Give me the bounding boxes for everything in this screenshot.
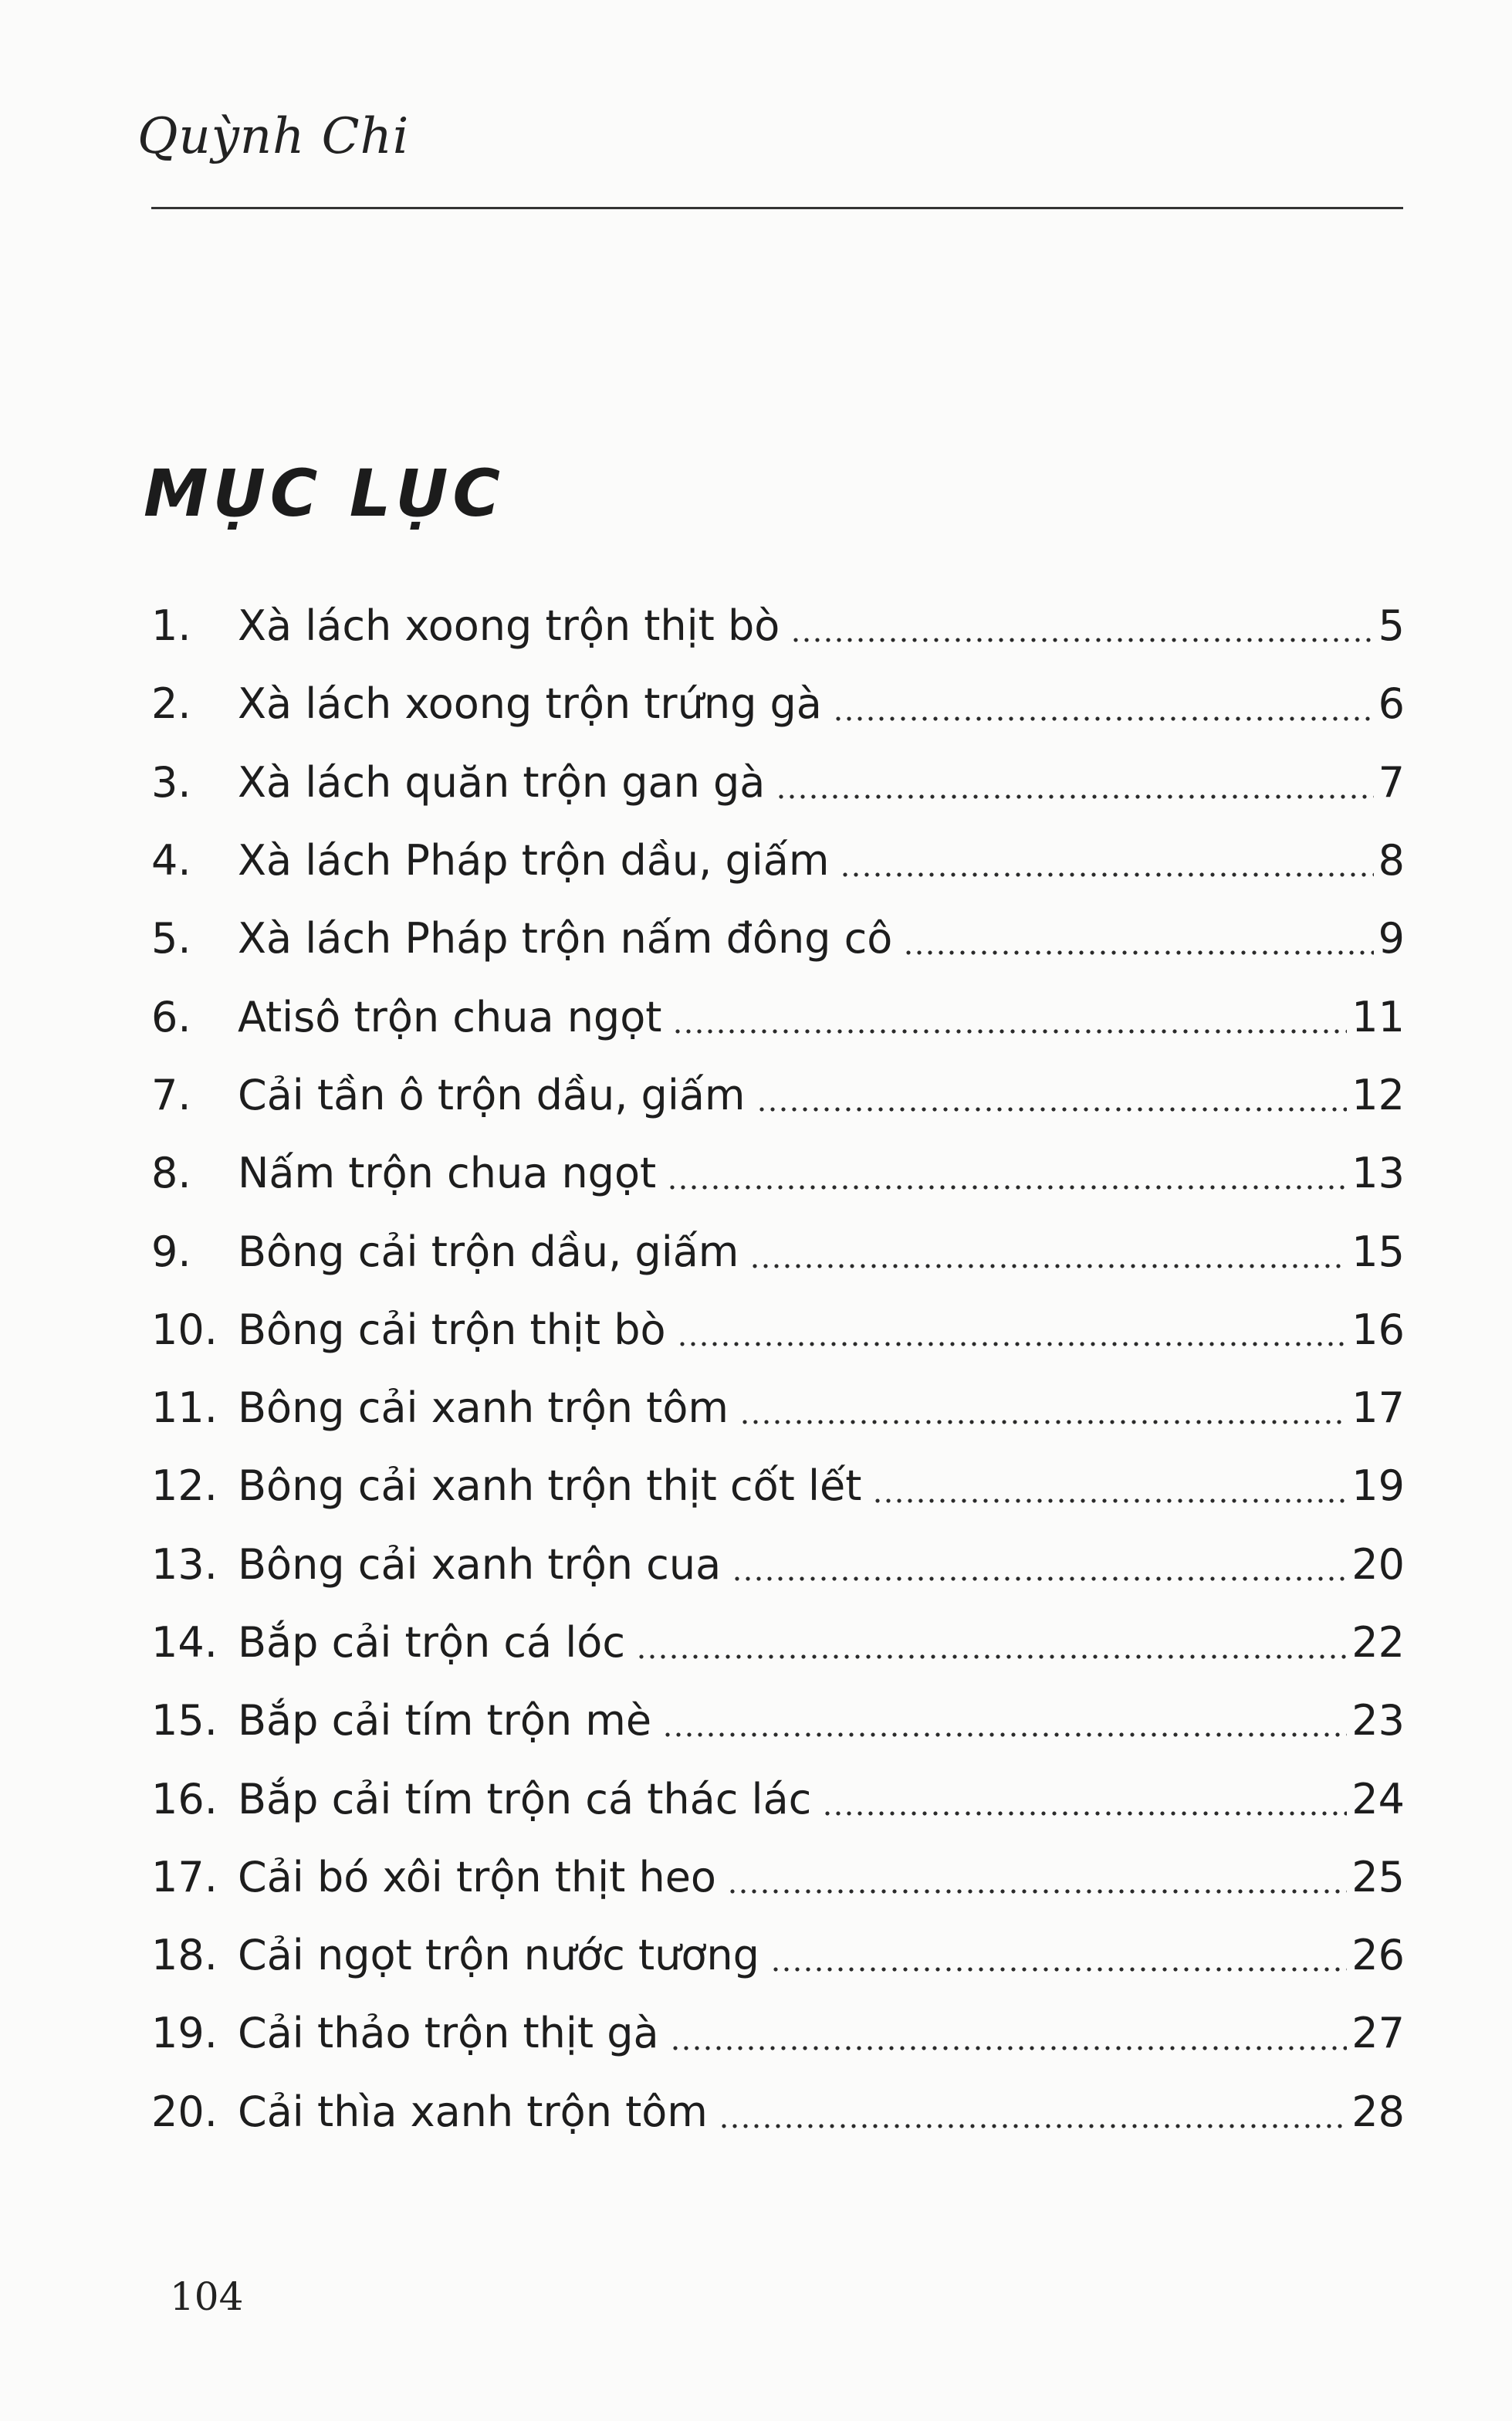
toc-dot-leader — [667, 1184, 1347, 1190]
toc-dot-leader — [756, 1106, 1348, 1112]
toc-entry-number: 20. — [151, 2087, 218, 2136]
page-number: 104 — [170, 2274, 244, 2319]
toc-entry-number: 3. — [151, 757, 191, 807]
running-header-author: Quỳnh Chi — [137, 108, 410, 165]
toc-dot-leader — [672, 1028, 1347, 1034]
toc-entry-title: Atisô trộn chua ngọt — [238, 992, 662, 1041]
toc-entry — [151, 899, 1405, 977]
toc-dot-leader — [636, 1654, 1347, 1660]
toc-entry-page: 28 — [1351, 2087, 1405, 2136]
toc-entry-number: 5. — [151, 914, 191, 963]
toc-title: MỤC LỤC — [144, 455, 506, 531]
toc-entry-number: 17. — [151, 1852, 218, 1901]
toc-dot-leader — [822, 1810, 1347, 1817]
toc-dot-leader — [790, 637, 1373, 643]
toc-entry-number: 12. — [151, 1461, 218, 1511]
toc-entry-number: 14. — [151, 1618, 218, 1667]
toc-entry-title: Bông cải xanh trộn thịt cốt lết — [238, 1461, 862, 1511]
toc-entry — [151, 1838, 1405, 1916]
toc-dot-leader — [833, 716, 1374, 722]
toc-entry-page: 13 — [1351, 1149, 1405, 1198]
toc-entry-number: 16. — [151, 1774, 218, 1823]
toc-entry — [151, 977, 1405, 1055]
toc-entry-page: 11 — [1351, 992, 1405, 1041]
toc-dot-leader — [749, 1263, 1347, 1269]
toc-entry-title: Bắp cải tím trộn mè — [238, 1696, 652, 1745]
toc-entry-title: Bông cải xanh trộn tôm — [238, 1383, 729, 1433]
toc-entry — [151, 821, 1405, 899]
toc-entry-title: Cải tần ô trộn dầu, giấm — [238, 1070, 746, 1119]
toc-entry-page: 5 — [1378, 601, 1405, 651]
toc-entry-title: Bông cải trộn dầu, giấm — [238, 1227, 739, 1276]
toc-entry-page: 26 — [1351, 1931, 1405, 1980]
toc-entry-number: 11. — [151, 1383, 218, 1433]
toc-entry-number: 2. — [151, 679, 191, 729]
toc-entry — [151, 1212, 1405, 1290]
toc-entry-title: Xà lách xoong trộn trứng gà — [238, 679, 822, 729]
toc-entry-page: 24 — [1351, 1774, 1405, 1823]
toc-entry-page: 27 — [1351, 2009, 1405, 2058]
toc-dot-leader — [739, 1419, 1347, 1425]
toc-entry — [151, 1056, 1405, 1134]
toc-entry-title: Nấm trộn chua ngọt — [238, 1149, 657, 1198]
toc-entry-page: 17 — [1351, 1383, 1405, 1433]
toc-dot-leader — [670, 2045, 1348, 2051]
toc-entry-page: 9 — [1378, 914, 1405, 963]
toc-entry-title: Cải thìa xanh trộn tôm — [238, 2087, 708, 2136]
toc-entry — [151, 1994, 1405, 2072]
toc-entry — [151, 1134, 1405, 1212]
toc-entry-title: Bông cải trộn thịt bò — [238, 1305, 666, 1354]
toc-entry-title: Cải ngọt trộn nước tương — [238, 1931, 759, 1980]
toc-entry-number: 13. — [151, 1539, 218, 1589]
toc-entry-title: Cải bó xôi trộn thịt heo — [238, 1852, 716, 1901]
toc-entry — [151, 1447, 1405, 1525]
toc-entry-title: Xà lách xoong trộn thịt bò — [238, 601, 780, 651]
toc-entry-page: 20 — [1351, 1539, 1405, 1589]
toc-dot-leader — [840, 872, 1373, 878]
toc-entry — [151, 665, 1405, 743]
toc-entry-number: 7. — [151, 1070, 191, 1119]
toc-entry — [151, 1681, 1405, 1759]
toc-entry-page: 19 — [1351, 1461, 1405, 1511]
toc-entry-page: 7 — [1378, 757, 1405, 807]
toc-entry-title: Bắp cải tím trộn cá thác lác — [238, 1774, 812, 1823]
toc-list — [151, 587, 1405, 2151]
toc-entry-title: Bông cải xanh trộn cua — [238, 1539, 722, 1589]
toc-entry — [151, 2073, 1405, 2151]
toc-entry-page: 6 — [1378, 679, 1405, 729]
toc-entry — [151, 1369, 1405, 1447]
toc-entry-number: 15. — [151, 1696, 218, 1745]
toc-entry-title: Xà lách Pháp trộn dầu, giấm — [238, 836, 830, 885]
toc-entry — [151, 587, 1405, 665]
toc-entry — [151, 1759, 1405, 1837]
toc-dot-leader — [903, 950, 1373, 956]
toc-entry-page: 8 — [1378, 836, 1405, 885]
toc-entry — [151, 1291, 1405, 1369]
toc-entry-page: 16 — [1351, 1305, 1405, 1354]
toc-entry-title: Cải thảo trộn thịt gà — [238, 2009, 659, 2058]
toc-entry — [151, 1603, 1405, 1681]
toc-entry-number: 9. — [151, 1227, 191, 1276]
toc-entry-number: 18. — [151, 1931, 218, 1980]
toc-dot-leader — [776, 794, 1373, 800]
toc-entry-number: 10. — [151, 1305, 218, 1354]
toc-entry — [151, 743, 1405, 821]
toc-entry-number: 19. — [151, 2009, 218, 2058]
header-rule — [151, 207, 1403, 209]
toc-entry-page: 15 — [1351, 1227, 1405, 1276]
toc-dot-leader — [770, 1966, 1347, 1972]
toc-entry-page: 25 — [1351, 1852, 1405, 1901]
toc-entry-number: 6. — [151, 992, 191, 1041]
toc-entry-number: 4. — [151, 836, 191, 885]
toc-entry-page: 23 — [1351, 1696, 1405, 1745]
toc-dot-leader — [662, 1732, 1347, 1738]
toc-entry-number: 8. — [151, 1149, 191, 1198]
toc-entry — [151, 1916, 1405, 1994]
toc-entry-page: 12 — [1351, 1070, 1405, 1119]
toc-dot-leader — [732, 1576, 1347, 1582]
toc-entry-number: 1. — [151, 601, 191, 651]
toc-entry-title: Xà lách quăn trộn gan gà — [238, 757, 766, 807]
toc-dot-leader — [727, 1888, 1347, 1894]
toc-entry-title: Xà lách Pháp trộn nấm đông cô — [238, 914, 893, 963]
toc-entry-page: 22 — [1351, 1618, 1405, 1667]
toc-dot-leader — [872, 1498, 1347, 1504]
toc-dot-leader — [719, 2123, 1347, 2129]
toc-dot-leader — [677, 1341, 1348, 1347]
toc-entry — [151, 1525, 1405, 1603]
toc-entry-title: Bắp cải trộn cá lóc — [238, 1618, 626, 1667]
